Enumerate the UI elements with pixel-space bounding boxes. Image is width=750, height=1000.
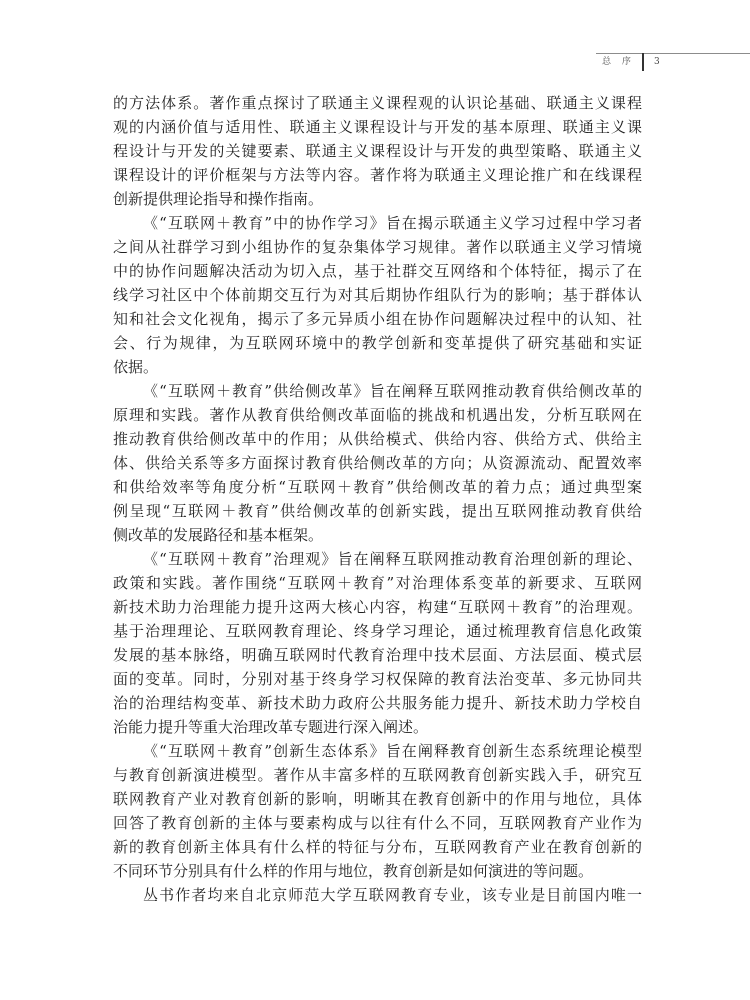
- text-line: 《“互联网＋教育”中的协作学习》旨在揭示联通主义学习过程中学习者: [143, 214, 642, 232]
- paragraph: [113, 883, 642, 907]
- text-line: 基于治理理论、互联网教育理论、终身学习理论，通过梳理教育信息化政策: [113, 622, 642, 640]
- text-line: 线学习社区中个体前期交互行为对其后期协作组队行为的影响；基于群体认: [113, 286, 642, 304]
- text-line: 观的内涵价值与适用性、联通主义课程设计与开发的基本原理、联通主义课: [113, 118, 642, 136]
- text-line: 发展的基本脉络，明确互联网时代教育治理中技术层面、方法层面、模式层: [113, 646, 642, 664]
- text-line: 例呈现“互联网＋教育”供给侧改革的创新实践，提出互联网推动教育供给: [113, 502, 642, 520]
- text-line: 回答了教育创新的主体与要素构成与以往有什么不同，互联网教育产业作为: [113, 814, 642, 832]
- text-line: 创新提供理论指导和操作指南。: [113, 190, 324, 208]
- text-line: 《“互联网＋教育”治理观》旨在阐释互联网推动教育治理创新的理论、: [143, 550, 642, 568]
- header-rule: [596, 53, 750, 54]
- text-line: 治能力提升等重大治理改革专题进行深入阐述。: [113, 718, 429, 736]
- text-line: 课程设计的评价框架与方法等内容。著作将为联通主义理论推广和在线课程: [113, 166, 642, 184]
- text-line: 与教育创新演进模型。著作从丰富多样的互联网教育创新实践入手，研究互: [113, 766, 642, 784]
- text-line: 侧改革的发展路径和基本框架。: [113, 526, 324, 544]
- text-line: 面的变革。同时，分别对基于终身学习权保障的教育法治变革、多元协同共: [113, 670, 642, 688]
- paragraph: [113, 211, 642, 379]
- text-line: 联网教育产业对教育创新的影响，明晰其在教育创新中的作用与地位，具体: [113, 790, 642, 808]
- text-line: 知和社会文化视角，揭示了多元异质小组在协作问题解决过程中的认知、社: [113, 310, 642, 328]
- page-number: 3: [654, 57, 660, 67]
- text-line: 和供给效率等角度分析“互联网＋教育”供给侧改革的着力点；通过典型案: [113, 478, 642, 496]
- body-text: [113, 91, 642, 907]
- text-line: 依据。: [113, 358, 159, 376]
- text-line: 程设计与开发的关键要素、联通主义课程设计与开发的典型策略、联通主义: [113, 142, 642, 160]
- text-line: 不同环节分别具有什么样的作用与地位，教育创新是如何演进的等问题。: [113, 862, 594, 880]
- text-line: 体、供给关系等多方面探讨教育供给侧改革的方向；从资源流动、配置效率: [113, 454, 642, 472]
- paragraph: [113, 547, 642, 739]
- running-header-title: 总 序: [602, 57, 635, 67]
- header-divider-bar: [642, 53, 644, 71]
- text-line: 治的治理结构变革、新技术助力政府公共服务能力提升、新技术助力学校自: [113, 694, 642, 712]
- text-line: 原理和实践。著作从教育供给侧改革面临的挑战和机遇出发，分析互联网在: [113, 406, 642, 424]
- text-line: 推动教育供给侧改革中的作用；从供给模式、供给内容、供给方式、供给主: [113, 430, 642, 448]
- text-line: 之间从社群学习到小组协作的复杂集体学习规律。著作以联通主义学习情境: [113, 238, 642, 256]
- text-line: 的方法体系。著作重点探讨了联通主义课程观的认识论基础、联通主义课程: [113, 94, 642, 112]
- text-line: 新的教育创新主体具有什么样的特征与分布，互联网教育产业在教育创新的: [113, 838, 642, 856]
- text-line: 政策和实践。著作围绕“互联网＋教育”对治理体系变革的新要求、互联网: [113, 574, 642, 592]
- paragraph: [113, 379, 642, 547]
- text-line: 丛书作者均来自北京师范大学互联网教育专业，该专业是目前国内唯一: [143, 886, 642, 904]
- text-line: 中的协作问题解决活动为切入点，基于社群交互网络和个体特征，揭示了在: [113, 262, 642, 280]
- text-line: 《“互联网＋教育”供给侧改革》旨在阐释互联网推动教育供给侧改革的: [143, 382, 642, 400]
- text-line: 会、行为规律，为互联网环境中的教学创新和变革提供了研究基础和实证: [113, 334, 642, 352]
- text-line: 《“互联网＋教育”创新生态体系》旨在阐释教育创新生态系统理论模型: [143, 742, 642, 760]
- text-line: 新技术助力治理能力提升这两大核心内容，构建“互联网＋教育”的治理观。: [113, 598, 642, 616]
- paragraph: [113, 739, 642, 883]
- paragraph: [113, 91, 642, 211]
